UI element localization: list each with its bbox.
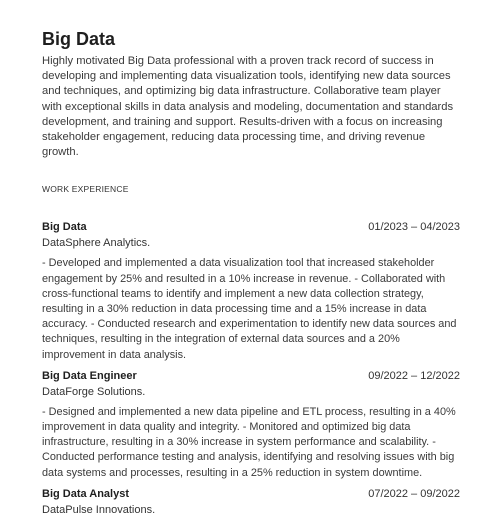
job-company: DataForge Solutions. — [42, 385, 146, 398]
job-header — [42, 369, 460, 384]
job-title: Big Data Engineer — [42, 369, 137, 382]
resume-name: Big Data — [42, 29, 116, 49]
job-title: Big Data — [42, 221, 87, 234]
job-company: DataPulse Innovations. — [42, 503, 156, 516]
job-company: DataSphere Analytics. — [42, 237, 151, 250]
job-header — [42, 220, 460, 235]
job-description: - Designed and implemented a new data pipeline and ETL process, resulting in a 40% improvement in data quality and integrity. - Monitored and optimized big data infrastructure, resulting in a 30% increase in system performance and scalability. - Conducted performance testing and analysis, identifying and resolving issues with big data systems and processes, resulting in a 25% reduction in system downtime. — [42, 405, 456, 479]
job-entry — [42, 220, 460, 362]
job-dates: 07/2022 – 09/2022 — [368, 487, 460, 500]
job-entry — [42, 487, 460, 518]
job-header — [42, 487, 460, 502]
job-dates: 01/2023 – 04/2023 — [368, 221, 460, 234]
resume-summary: Highly motivated Big Data professional with a proven track record of success in developing and implementing data visualization tools, identifying new data sources and techniques, and optimizing big data infrastructure. Collaborative team player with exceptional skills in data analysis and modeling, documentation and standards development, and training and support. Results-driven with a focus on increasing stakeholder engagement, reducing data processing time, and driving revenue growth. — [42, 55, 454, 159]
job-dates: 09/2022 – 12/2022 — [368, 369, 460, 382]
section-title-work-experience: WORK EXPERIENCE — [42, 184, 129, 195]
job-entry — [42, 369, 460, 481]
job-description: - Developed and implemented a data visualization tool that increased stakeholder engagement by 25% and resulted in a 10% increase in revenue. - Collaborated with cross-functional teams to identify and implement a new data collection strategy, resulting in a 30% reduction in data processing time and a 15% increase in data accuracy. - Conducted research and experimentation to identify new data sources and techniques, resulting in the integration of external data sources and a 20% improvement in data analysis. — [42, 257, 457, 361]
job-title: Big Data Analyst — [42, 487, 130, 500]
